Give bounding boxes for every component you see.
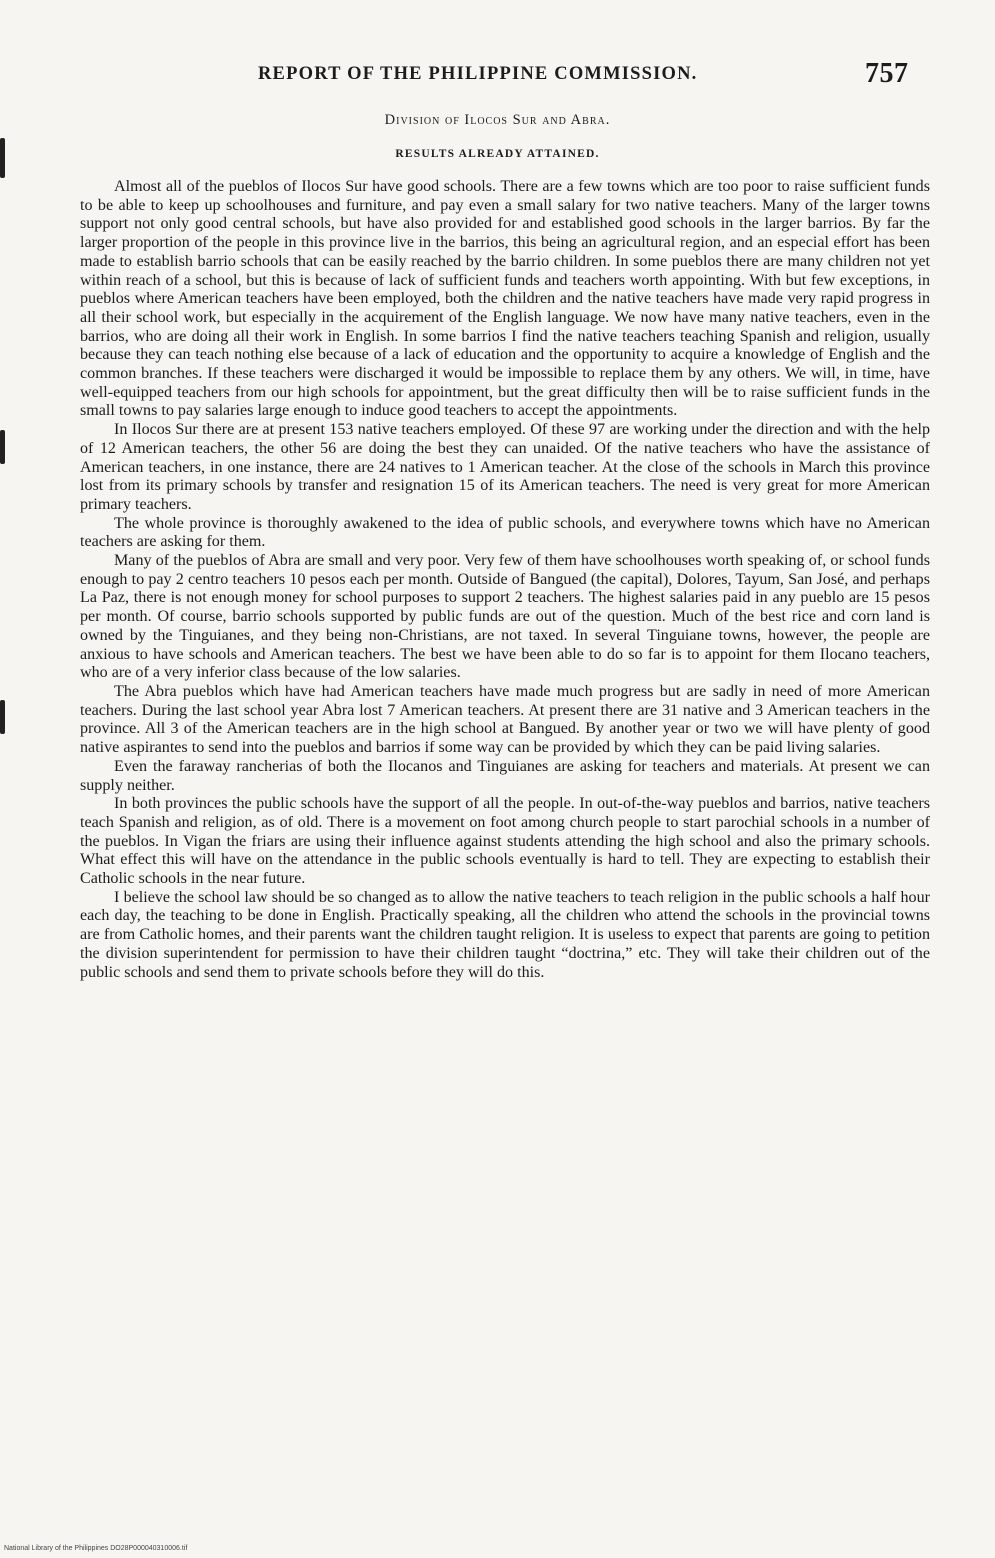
page-header [0, 58, 995, 94]
scan-edge-mark [0, 700, 5, 734]
paragraph: I believe the school law should be so changed as to allow the native teachers to teach religion in the public schools a half hour each day, the teaching to be done in English. Practically speaking, all the children who attend the schools in the provincial towns are from Catholic homes, and their parents want the children taught religion. It is useless to expect that parents are going to petition the division superintendent for permission to have their children taught “doctrina,” etc. They will take their children out of the public schools and send them to private schools before they will do this. [80, 888, 930, 981]
paragraph: The whole province is thoroughly awakened to the idea of public schools, and everywhere towns which have no American teachers are asking for them. [80, 514, 930, 551]
body-text [80, 178, 930, 982]
section-title: RESULTS ALREADY ATTAINED. [395, 148, 600, 160]
scan-edge-mark [0, 430, 5, 464]
paragraph: The Abra pueblos which have had American teachers have made much progress but are sadly in need of more American teachers. During the last school year Abra lost 7 American teachers. At present there are 31 native and 3 American teachers in the province. All 3 of the American teachers are in the high school at Bangued. By another year or two we will have plenty of good native aspirantes to send into the pueblos and barrios if some way can be provided by which they can be paid living salaries. [80, 682, 930, 757]
division-title: Division of Ilocos Sur and Abra. [384, 112, 611, 128]
paragraph: Almost all of the pueblos of Ilocos Sur have good schools. There are a few towns which are too poor to raise sufficient funds to be able to keep up schoolhouses and furniture, and pay even a small salary for two native teachers. Many of the larger towns support not only good central schools, but have also provided for and established good schools in the larger barrios. By far the larger proportion of the people in this province live in the barrios, this being an agricultural region, and an especial effort has been made to establish barrio schools that can be easily reached by the barrio children. In some pueblos there are many children not yet within reach of a school, but this is because of lack of sufficient funds and teachers worth appointing. With but few exceptions, in pueblos where American teachers have been employed, both the children and the native teachers have made very rapid progress in all their school work, but especially in the acquirement of the English language. We now have many native teachers, even in the barrios, who are doing all their work in English. In some barrios I find the native teachers teaching Spanish and religion, usually because they can teach nothing else because of a lack of education and the opportunity to acquire a knowledge of English and the common branches. If these teachers were discharged it would be impossible to replace them by any others. We will, in time, have well-equipped teachers from our high schools for appointment, but the great difficulty then will be to raise sufficient funds in the small towns to pay salaries large enough to induce good teachers to accept the appointments. [80, 178, 930, 420]
paragraph: Even the faraway rancherias of both the Ilocanos and Tinguianes are asking for teachers and materials. At present we can supply neither. [80, 757, 930, 794]
scan-footer-note: National Library of the Philippines DO28P000040310006.tif [4, 1545, 188, 1552]
running-head: REPORT OF THE PHILIPPINE COMMISSION. [258, 64, 698, 84]
paragraph: In Ilocos Sur there are at present 153 native teachers employed. Of these 97 are working under the direction and with the help of 12 American teachers, the other 56 are doing the best they can unaided. Of the native teachers who have the assistance of American teachers, in one instance, there are 24 natives to 1 American teacher. At the close of the schools in March this province lost from its primary schools by transfer and resignation 15 of its American teachers. The need is very great for more American primary teachers. [80, 421, 930, 513]
paragraph: In both provinces the public schools have the support of all the people. In out-of-the-way pueblos and barrios, native teachers teach Spanish and religion, as of old. There is a movement on foot among church people to start parochial schools in a number of the pueblos. In Vigan the friars are using their influence against students attending the high school and also the primary schools. What effect this will have on the attendance in the public schools eventually is hard to tell. They are expecting to establish their Catholic schools in the near future. [80, 795, 930, 888]
paragraph: Many of the pueblos of Abra are small and very poor. Very few of them have schoolhouses worth speaking of, or school funds enough to pay 2 centro teachers 10 pesos each per month. Outside of Bangued (the capital), Dolores, Tayum, San José, and perhaps La Paz, there is not enough money for school purposes to support 2 teachers. The highest salaries paid in any pueblo are 15 pesos per month. Of course, barrio schools supported by public funds are out of the question. Much of the best rice and corn land is owned by the Tinguianes, and they being non-Christians, are not taxed. In several Tinguiane towns, however, the people are anxious to have schools and American teachers. The best we have been able to do so far is to appoint for them Ilocano teachers, who are of a very inferior class because of the low salaries. [80, 552, 930, 682]
page-number: 757 [865, 58, 909, 89]
